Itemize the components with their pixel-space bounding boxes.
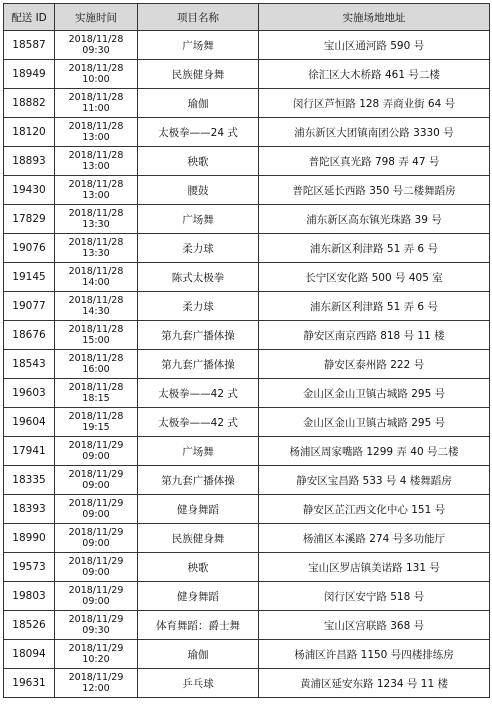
date-text: 2018/11/29 xyxy=(68,614,124,625)
date-text: 2018/11/28 xyxy=(68,266,124,277)
project-name-cell: 健身舞蹈 xyxy=(138,582,259,611)
header-project-name: 项目名称 xyxy=(138,4,259,31)
time-cell xyxy=(55,60,138,89)
project-name-cell: 太极拳——42 式 xyxy=(138,408,259,437)
date-text: 2018/11/29 xyxy=(68,585,124,596)
time-cell xyxy=(55,147,138,176)
delivery-id-cell: 19803 xyxy=(4,582,55,611)
clock-time-text: 09:00 xyxy=(82,480,110,491)
address-cell: 浦东新区利津路 51 弄 6 号 xyxy=(259,234,490,263)
clock-time-text: 14:30 xyxy=(82,306,110,317)
time-cell xyxy=(55,437,138,466)
delivery-id-cell: 19631 xyxy=(4,669,55,698)
date-text: 2018/11/28 xyxy=(68,237,124,248)
table-header xyxy=(4,4,490,31)
clock-time-text: 18:15 xyxy=(82,393,110,404)
table-row xyxy=(4,292,490,321)
project-name-cell: 体育舞蹈：爵士舞 xyxy=(138,611,259,640)
table-row xyxy=(4,176,490,205)
date-text: 2018/11/28 xyxy=(68,208,124,219)
header-time: 实施时间 xyxy=(55,4,138,31)
address-cell: 宝山区宫联路 368 号 xyxy=(259,611,490,640)
delivery-schedule-table xyxy=(3,3,490,698)
table-row xyxy=(4,350,490,379)
header-address: 实施场地地址 xyxy=(259,4,490,31)
address-cell: 杨浦区本溪路 274 号多功能厅 xyxy=(259,524,490,553)
project-name-cell: 秧歌 xyxy=(138,147,259,176)
table-row xyxy=(4,553,490,582)
project-name-cell: 民族健身舞 xyxy=(138,524,259,553)
date-text: 2018/11/29 xyxy=(68,498,124,509)
clock-time-text: 14:00 xyxy=(82,277,110,288)
address-cell: 闵行区芦恒路 128 弄商业街 64 号 xyxy=(259,89,490,118)
time-cell xyxy=(55,350,138,379)
time-cell xyxy=(55,176,138,205)
clock-time-text: 10:20 xyxy=(82,654,110,665)
header-row xyxy=(4,4,490,31)
clock-time-text: 10:00 xyxy=(82,74,110,85)
clock-time-text: 09:00 xyxy=(82,538,110,549)
table-row xyxy=(4,31,490,60)
delivery-id-cell: 19145 xyxy=(4,263,55,292)
table-row xyxy=(4,205,490,234)
date-text: 2018/11/28 xyxy=(68,121,124,132)
time-cell xyxy=(55,524,138,553)
delivery-id-cell: 19573 xyxy=(4,553,55,582)
date-text: 2018/11/29 xyxy=(68,440,124,451)
address-cell: 金山区金山卫镇古城路 295 号 xyxy=(259,408,490,437)
time-cell xyxy=(55,118,138,147)
time-cell xyxy=(55,611,138,640)
table-row xyxy=(4,89,490,118)
time-cell xyxy=(55,31,138,60)
project-name-cell: 广场舞 xyxy=(138,437,259,466)
delivery-id-cell: 18882 xyxy=(4,89,55,118)
date-text: 2018/11/29 xyxy=(68,556,124,567)
date-text: 2018/11/28 xyxy=(68,382,124,393)
date-text: 2018/11/28 xyxy=(68,324,124,335)
delivery-id-cell: 18587 xyxy=(4,31,55,60)
time-cell xyxy=(55,321,138,350)
time-cell xyxy=(55,408,138,437)
date-text: 2018/11/28 xyxy=(68,179,124,190)
address-cell: 静安区宝昌路 533 号 4 楼舞蹈房 xyxy=(259,466,490,495)
table-row xyxy=(4,495,490,524)
table-row xyxy=(4,321,490,350)
address-cell: 静安区泰州路 222 号 xyxy=(259,350,490,379)
project-name-cell: 广场舞 xyxy=(138,205,259,234)
delivery-id-cell: 18526 xyxy=(4,611,55,640)
delivery-id-cell: 18990 xyxy=(4,524,55,553)
project-name-cell: 乒乓球 xyxy=(138,669,259,698)
table-row xyxy=(4,611,490,640)
address-cell: 静安区南京西路 818 号 11 楼 xyxy=(259,321,490,350)
table-row xyxy=(4,408,490,437)
table-row xyxy=(4,437,490,466)
table-row xyxy=(4,234,490,263)
time-cell xyxy=(55,379,138,408)
time-cell xyxy=(55,292,138,321)
project-name-cell: 广场舞 xyxy=(138,31,259,60)
project-name-cell: 陈式太极拳 xyxy=(138,263,259,292)
project-name-cell: 第九套广播体操 xyxy=(138,350,259,379)
project-name-cell: 第九套广播体操 xyxy=(138,321,259,350)
delivery-id-cell: 18393 xyxy=(4,495,55,524)
time-cell xyxy=(55,234,138,263)
date-text: 2018/11/29 xyxy=(68,469,124,480)
table-row xyxy=(4,524,490,553)
address-cell: 金山区金山卫镇古城路 295 号 xyxy=(259,379,490,408)
clock-time-text: 09:00 xyxy=(82,509,110,520)
clock-time-text: 16:00 xyxy=(82,364,110,375)
clock-time-text: 13:00 xyxy=(82,132,110,143)
date-text: 2018/11/28 xyxy=(68,411,124,422)
clock-time-text: 09:00 xyxy=(82,596,110,607)
time-cell xyxy=(55,205,138,234)
delivery-id-cell: 18335 xyxy=(4,466,55,495)
address-cell: 静安区芷江西文化中心 151 号 xyxy=(259,495,490,524)
project-name-cell: 第九套广播体操 xyxy=(138,466,259,495)
clock-time-text: 19:15 xyxy=(82,422,110,433)
table-row xyxy=(4,118,490,147)
date-text: 2018/11/28 xyxy=(68,150,124,161)
clock-time-text: 12:00 xyxy=(82,683,110,694)
date-text: 2018/11/28 xyxy=(68,353,124,364)
header-delivery-id: 配送 ID xyxy=(4,4,55,31)
clock-time-text: 11:00 xyxy=(82,103,110,114)
clock-time-text: 09:30 xyxy=(82,625,110,636)
date-text: 2018/11/28 xyxy=(68,63,124,74)
table-row xyxy=(4,60,490,89)
date-text: 2018/11/28 xyxy=(68,295,124,306)
project-name-cell: 腰鼓 xyxy=(138,176,259,205)
table-row xyxy=(4,466,490,495)
time-cell xyxy=(55,640,138,669)
address-cell: 浦东新区利津路 51 弄 6 号 xyxy=(259,292,490,321)
date-text: 2018/11/29 xyxy=(68,527,124,538)
clock-time-text: 09:30 xyxy=(82,45,110,56)
project-name-cell: 秧歌 xyxy=(138,553,259,582)
project-name-cell: 民族健身舞 xyxy=(138,60,259,89)
clock-time-text: 09:00 xyxy=(82,451,110,462)
delivery-id-cell: 18120 xyxy=(4,118,55,147)
address-cell: 普陀区延长西路 350 号二楼舞蹈房 xyxy=(259,176,490,205)
delivery-id-cell: 18676 xyxy=(4,321,55,350)
clock-time-text: 13:30 xyxy=(82,248,110,259)
clock-time-text: 13:00 xyxy=(82,190,110,201)
address-cell: 长宁区安化路 500 号 405 室 xyxy=(259,263,490,292)
clock-time-text: 15:00 xyxy=(82,335,110,346)
time-cell xyxy=(55,553,138,582)
delivery-id-cell: 18094 xyxy=(4,640,55,669)
address-cell: 杨浦区周家嘴路 1299 弄 40 号二楼 xyxy=(259,437,490,466)
project-name-cell: 太极拳——24 式 xyxy=(138,118,259,147)
time-cell xyxy=(55,582,138,611)
address-cell: 宝山区罗店镇美诺路 131 号 xyxy=(259,553,490,582)
project-name-cell: 太极拳——42 式 xyxy=(138,379,259,408)
table-row xyxy=(4,147,490,176)
date-text: 2018/11/29 xyxy=(68,643,124,654)
time-cell xyxy=(55,263,138,292)
clock-time-text: 09:00 xyxy=(82,567,110,578)
delivery-id-cell: 18543 xyxy=(4,350,55,379)
time-cell xyxy=(55,669,138,698)
delivery-id-cell: 19430 xyxy=(4,176,55,205)
delivery-id-cell: 17941 xyxy=(4,437,55,466)
table-row xyxy=(4,379,490,408)
time-cell xyxy=(55,466,138,495)
delivery-id-cell: 19076 xyxy=(4,234,55,263)
address-cell: 闵行区安宁路 518 号 xyxy=(259,582,490,611)
time-cell xyxy=(55,495,138,524)
delivery-id-cell: 18949 xyxy=(4,60,55,89)
date-text: 2018/11/28 xyxy=(68,92,124,103)
delivery-id-cell: 19603 xyxy=(4,379,55,408)
table-row xyxy=(4,263,490,292)
address-cell: 浦东新区高东镇光珠路 39 号 xyxy=(259,205,490,234)
address-cell: 浦东新区大团镇南团公路 3330 号 xyxy=(259,118,490,147)
project-name-cell: 健身舞蹈 xyxy=(138,495,259,524)
clock-time-text: 13:00 xyxy=(82,161,110,172)
delivery-id-cell: 18893 xyxy=(4,147,55,176)
delivery-id-cell: 19604 xyxy=(4,408,55,437)
date-text: 2018/11/29 xyxy=(68,672,124,683)
address-cell: 普陀区真光路 798 弄 47 号 xyxy=(259,147,490,176)
project-name-cell: 瑜伽 xyxy=(138,640,259,669)
address-cell: 杨浦区许昌路 1150 号四楼排练房 xyxy=(259,640,490,669)
table-row xyxy=(4,640,490,669)
address-cell: 徐汇区大木桥路 461 号二楼 xyxy=(259,60,490,89)
table-row xyxy=(4,669,490,698)
project-name-cell: 柔力球 xyxy=(138,292,259,321)
address-cell: 宝山区通河路 590 号 xyxy=(259,31,490,60)
delivery-id-cell: 19077 xyxy=(4,292,55,321)
table-row xyxy=(4,582,490,611)
time-cell xyxy=(55,89,138,118)
clock-time-text: 13:30 xyxy=(82,219,110,230)
delivery-id-cell: 17829 xyxy=(4,205,55,234)
address-cell: 黄浦区延安东路 1234 号 11 楼 xyxy=(259,669,490,698)
date-text: 2018/11/28 xyxy=(68,34,124,45)
table-body xyxy=(4,31,490,698)
project-name-cell: 瑜伽 xyxy=(138,89,259,118)
project-name-cell: 柔力球 xyxy=(138,234,259,263)
